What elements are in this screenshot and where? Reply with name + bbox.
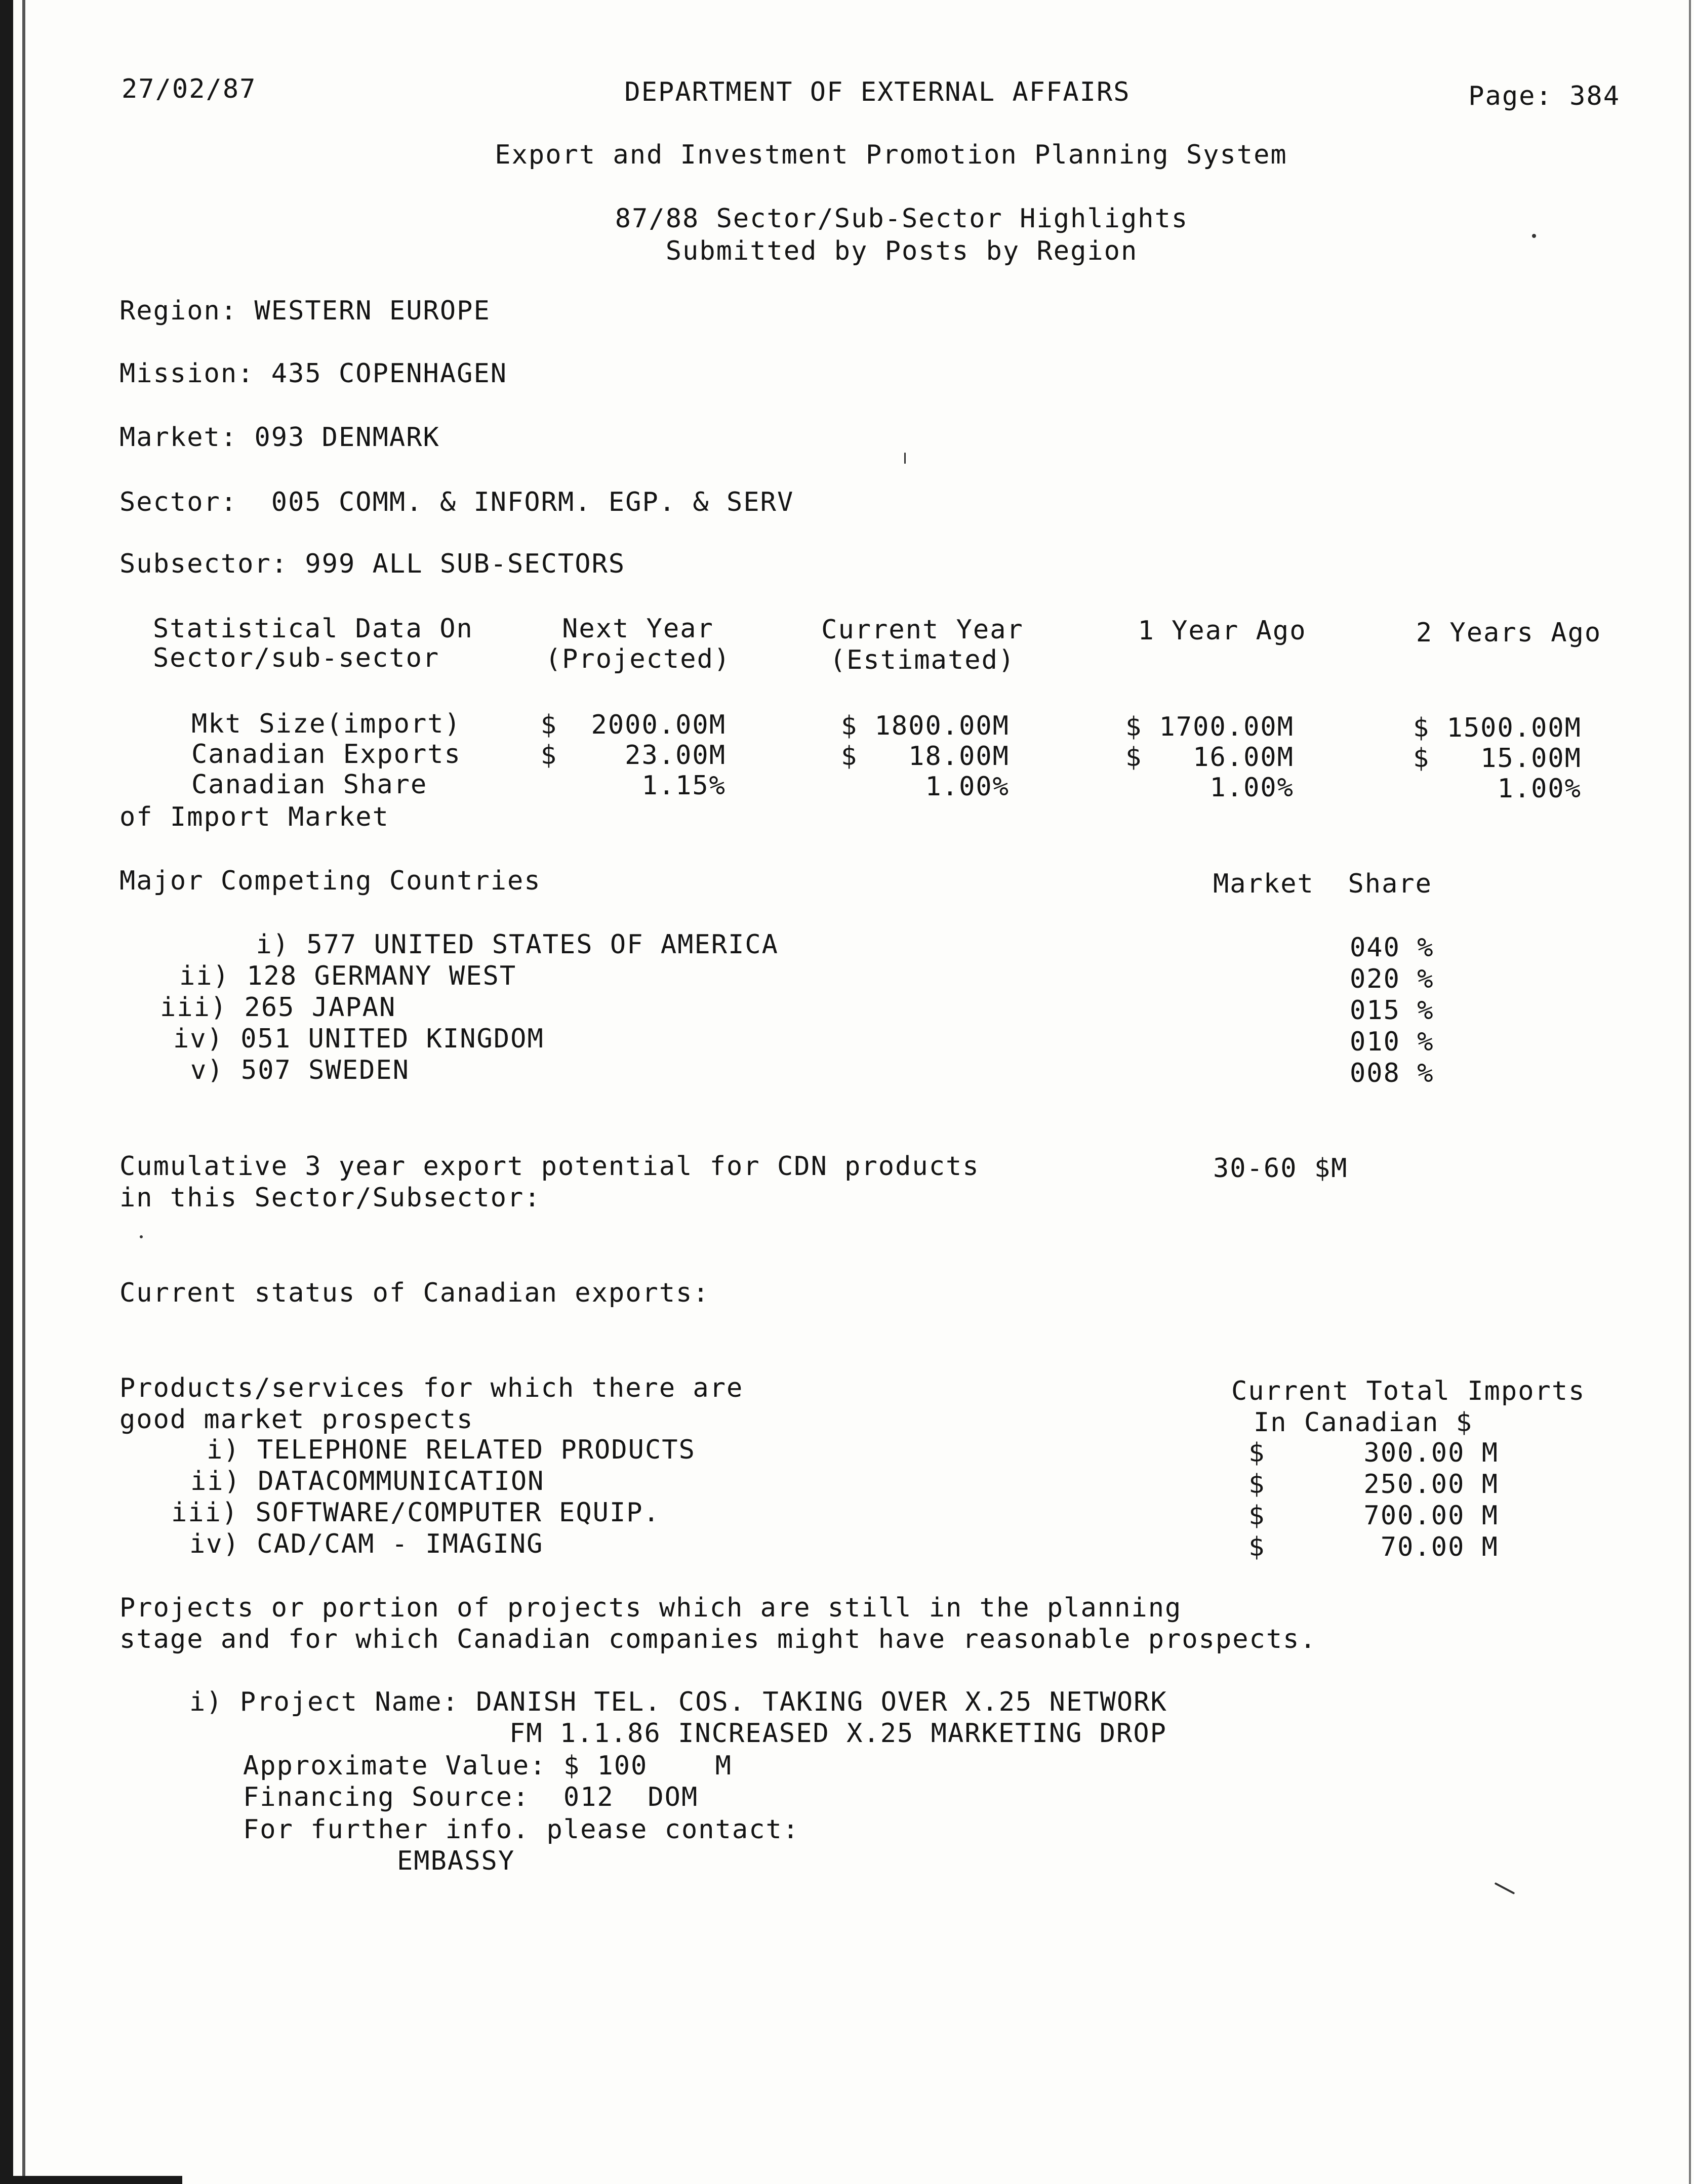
col-2-years-ago: 2 Years Ago xyxy=(1416,618,1602,648)
subsector-field: Subsector: 999 ALL SUB-SECTORS xyxy=(119,549,626,579)
region-field: Region: WESTERN EUROPE xyxy=(119,296,491,326)
mission-field: Mission: 435 COPENHAGEN xyxy=(119,358,508,389)
share-value: 040 % xyxy=(1350,933,1434,963)
list-item: iii) SOFTWARE/COMPUTER EQUIP. xyxy=(171,1498,660,1528)
share-value: 015 % xyxy=(1350,995,1434,1026)
project-value: Approximate Value: $ 100 M xyxy=(243,1751,732,1781)
stats-cell: $ 18.00M xyxy=(840,741,1010,772)
import-value: 250.00 M xyxy=(1363,1469,1499,1500)
share-value: 010 % xyxy=(1350,1027,1434,1057)
page-number: Page: 384 xyxy=(1468,81,1620,111)
stats-row-label: Mkt Size(import) xyxy=(191,709,461,739)
potential-value: 30-60 $M xyxy=(1213,1153,1348,1184)
stats-cell: $ 1800.00M xyxy=(840,711,1010,741)
stats-label-line1: Statistical Data On xyxy=(153,614,473,644)
market-field: Market: 093 DENMARK xyxy=(119,422,440,453)
list-item: ii) 128 GERMANY WEST xyxy=(179,961,517,991)
import-value: 300.00 M xyxy=(1363,1438,1499,1468)
scan-edge-bottom xyxy=(0,2176,182,2184)
report-date: 27/02/87 xyxy=(122,74,257,104)
project-name-line2: FM 1.1.86 INCREASED X.25 MARKETING DROP xyxy=(509,1718,1167,1749)
market-share-heading: Market Share xyxy=(1213,869,1432,899)
col-next-year-sub: (Projected) xyxy=(545,644,731,674)
col-1-year-ago: 1 Year Ago xyxy=(1138,616,1307,646)
stats-cell: 1.15% xyxy=(641,771,726,801)
col-current-year-sub: (Estimated) xyxy=(829,645,1016,675)
col-current-year: Current Year xyxy=(821,615,1024,645)
stats-label-line2: Sector/sub-sector xyxy=(153,643,440,673)
stats-cell: $ 1700.00M xyxy=(1125,712,1294,742)
list-item: iv) CAD/CAM - IMAGING xyxy=(189,1529,544,1559)
project-contact-name: EMBASSY xyxy=(397,1846,515,1876)
scan-speck xyxy=(904,453,906,464)
potential-line1: Cumulative 3 year export potential for CDN products xyxy=(119,1151,980,1182)
projects-intro-line1: Projects or portion of projects which are still in the planning xyxy=(119,1593,1182,1623)
department-title: DEPARTMENT OF EXTERNAL AFFAIRS xyxy=(624,77,1131,107)
scan-edge-left-inner xyxy=(22,0,25,2184)
imports-heading-line1: Current Total Imports xyxy=(1231,1376,1586,1406)
stats-cell: 1.00% xyxy=(1209,773,1294,803)
list-item: i) TELEPHONE RELATED PRODUCTS xyxy=(207,1435,696,1465)
projects-intro-line2: stage and for which Canadian companies might have reasonable prospects. xyxy=(119,1624,1317,1654)
status-heading: Current status of Canadian exports: xyxy=(119,1278,710,1308)
stats-cell: $ 23.00M xyxy=(540,740,726,771)
import-value: 70.00 M xyxy=(1380,1532,1499,1562)
scan-edge-left xyxy=(0,0,13,2184)
currency-sign: $ xyxy=(1248,1501,1266,1531)
stats-cell: $ 15.00M xyxy=(1413,743,1582,774)
list-item: i) 577 UNITED STATES OF AMERICA xyxy=(256,929,779,960)
stats-cell: 1.00% xyxy=(925,772,1010,802)
stats-cell: $ 16.00M xyxy=(1125,742,1294,773)
stats-row-label: Canadian Share xyxy=(191,770,428,800)
prospects-heading-line2: good market prospects xyxy=(119,1404,474,1435)
potential-line2: in this Sector/Subsector: xyxy=(119,1183,541,1213)
scan-speck xyxy=(1532,234,1536,238)
list-item: ii) DATACOMMUNICATION xyxy=(190,1466,545,1497)
imports-heading-line2: In Canadian $ xyxy=(1254,1407,1473,1438)
stats-cell: 1.00% xyxy=(1497,774,1582,804)
stats-row-label: Canadian Exports xyxy=(191,739,461,770)
list-item: iv) 051 UNITED KINGDOM xyxy=(173,1024,544,1054)
system-title: Export and Investment Promotion Planning System xyxy=(495,140,1287,170)
list-item: iii) 265 JAPAN xyxy=(160,992,396,1023)
list-item: v) 507 SWEDEN xyxy=(190,1055,410,1085)
report-title: 87/88 Sector/Sub-Sector Highlights xyxy=(615,204,1189,234)
share-suffix: of Import Market xyxy=(119,802,389,832)
stats-cell: $ 1500.00M xyxy=(1413,713,1582,743)
stats-cell: $ 2000.00M xyxy=(540,710,726,740)
import-value: 700.00 M xyxy=(1363,1501,1499,1531)
currency-sign: $ xyxy=(1248,1469,1266,1500)
scan-edge-right xyxy=(1689,0,1691,2184)
share-value: 008 % xyxy=(1350,1058,1434,1088)
currency-sign: $ xyxy=(1248,1532,1266,1562)
share-value: 020 % xyxy=(1350,964,1434,994)
sector-field: Sector: 005 COMM. & INFORM. EGP. & SERV xyxy=(119,487,794,517)
prospects-heading-line1: Products/services for which there are xyxy=(119,1373,744,1403)
project-name-line1: i) Project Name: DANISH TEL. COS. TAKING OVER X.25 NETWORK xyxy=(189,1687,1167,1717)
report-subtitle: Submitted by Posts by Region xyxy=(665,236,1138,266)
scan-speck xyxy=(1495,1882,1515,1894)
project-financing: Financing Source: 012 DOM xyxy=(243,1782,699,1812)
project-contact-label: For further info. please contact: xyxy=(243,1814,800,1845)
scan-speck xyxy=(140,1235,143,1238)
col-next-year: Next Year xyxy=(562,614,714,644)
currency-sign: $ xyxy=(1248,1438,1266,1468)
competitors-heading: Major Competing Countries xyxy=(119,866,541,896)
